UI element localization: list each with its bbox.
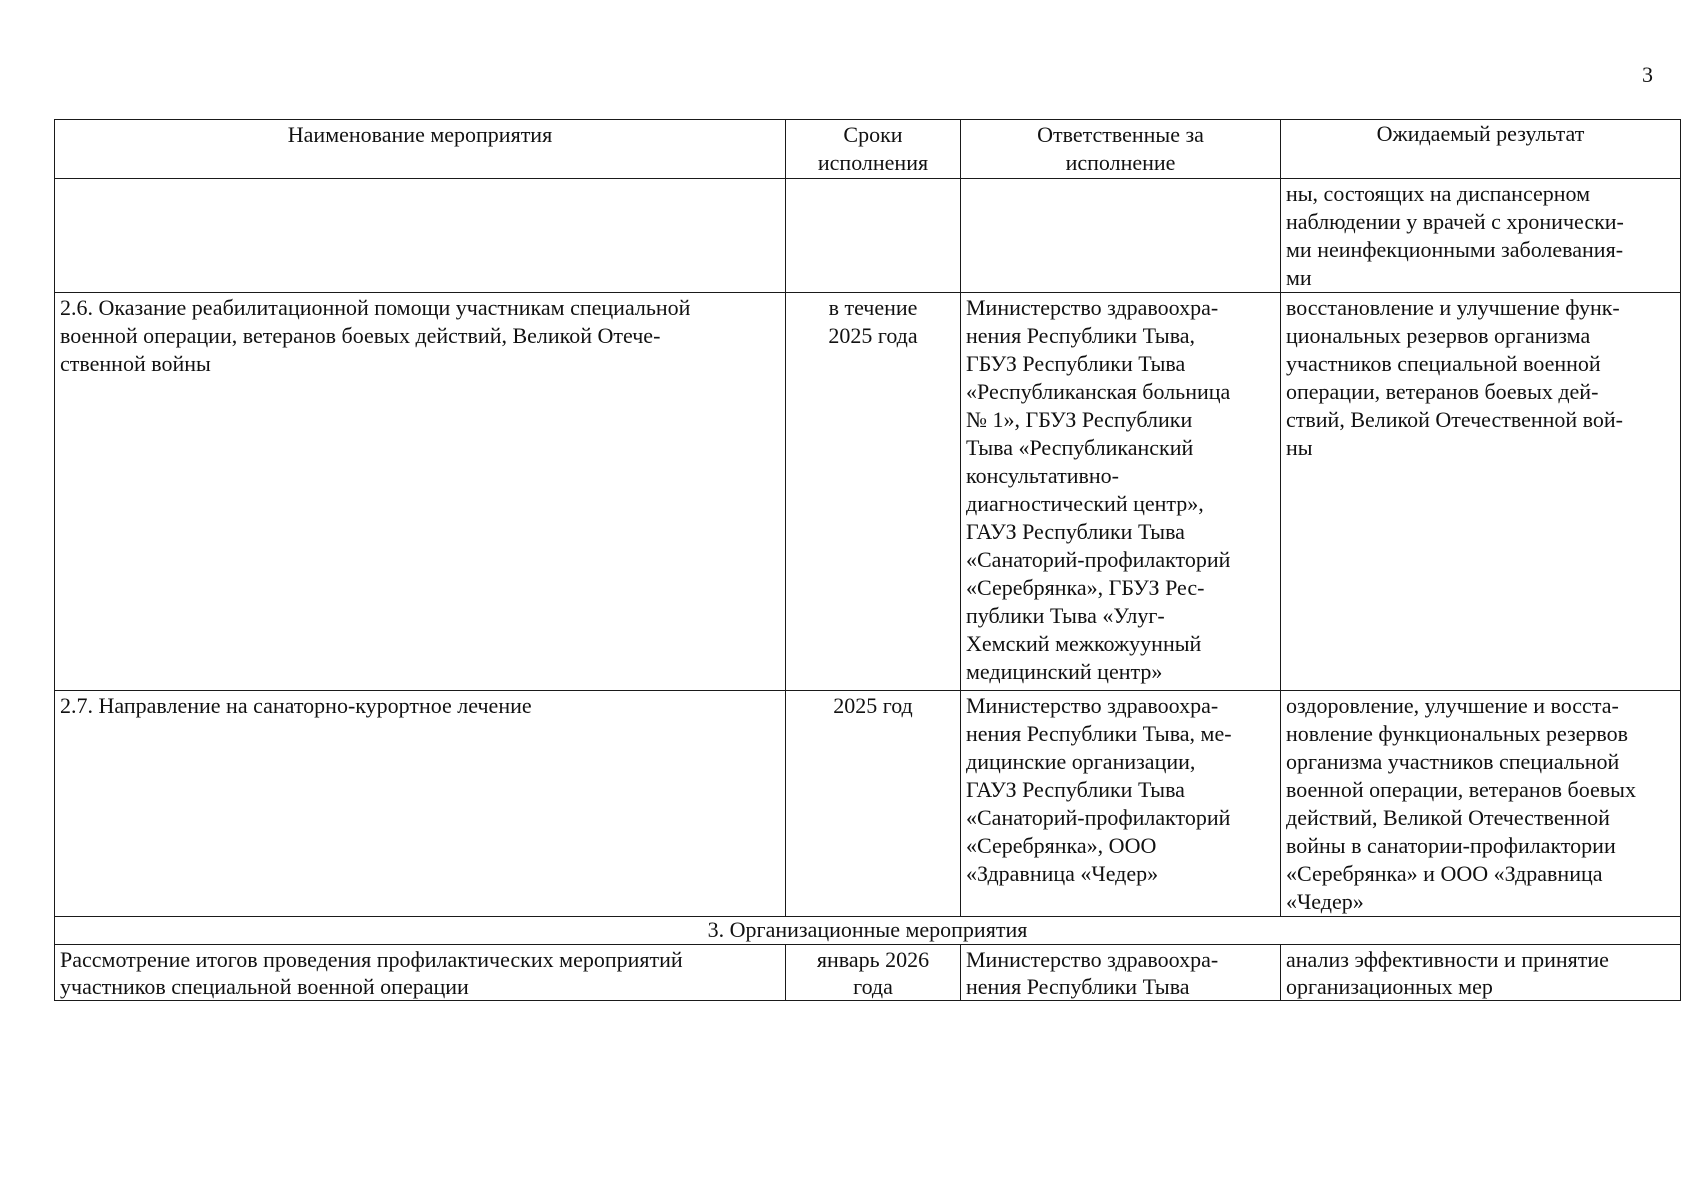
table-header-row xyxy=(55,120,1681,179)
cell-term-text: в течение 2025 года xyxy=(828,295,918,348)
header-event-name xyxy=(55,120,786,179)
cell-event-name xyxy=(55,691,786,917)
cell-term xyxy=(786,691,961,917)
cell-result-text: восстановление и улучшение функ- циональных резервов организма участников специальной военной операции, ветеранов боевых дей- ствий, Великой Отечественной вой- ны xyxy=(1286,295,1624,460)
cell-result xyxy=(1281,691,1681,917)
cell-result-text: оздоровление, улучшение и восста- новление функциональных резервов организма участников специальной военной операции, ветеранов боевых действий, Великой Отечественной войны в санатории-профилактории «Серебрянка» и ООО «Здравница «Чедер» xyxy=(1286,693,1636,914)
cell-term-text: январь 2026 года xyxy=(816,947,930,999)
cell-term xyxy=(786,293,961,691)
header-term xyxy=(786,120,961,179)
cell-result xyxy=(1281,945,1681,1001)
table-row-2-6 xyxy=(55,293,1681,691)
cell-result-text: ны, состоящих на диспансерном наблюдении у врачей с хронически- ми неинфекционными заболевания- ми xyxy=(1286,181,1624,290)
cell-event-name-text: 2.7. Направление на санаторно-курортное лечение xyxy=(60,693,532,718)
cell-responsible-text: Министерство здравоохра- нения Республики Тыва, ме- дицинские организации, ГАУЗ Республики Тыва «Санаторий-профилакторий «Серебрянка», ООО «Здравница «Чедер» xyxy=(966,693,1232,886)
header-responsible xyxy=(961,120,1281,179)
section-heading-text: 3. Организационные мероприятия xyxy=(707,917,1028,942)
cell-term xyxy=(786,179,961,293)
header-result xyxy=(1281,120,1681,179)
cell-event-name xyxy=(55,293,786,691)
cell-responsible-text: Министерство здравоохра- нения Республики Тыва xyxy=(966,947,1219,999)
header-term-label: Сроки исполнения xyxy=(817,122,929,175)
cell-event-name-text: Рассмотрение итогов проведения профилактических мероприятий участников специальной военной операции xyxy=(60,947,683,999)
header-responsible-label: Ответственные за исполнение xyxy=(1037,122,1204,175)
cell-result xyxy=(1281,293,1681,691)
cell-responsible xyxy=(961,179,1281,293)
page-number: 3 xyxy=(1642,62,1653,87)
cell-event-name-text: 2.6. Оказание реабилитационной помощи участникам специальной военной операции, ветеранов боевых действий, Великой Отече- ственной войны xyxy=(60,295,691,376)
cell-term-text: 2025 год xyxy=(833,693,913,718)
section-heading-row xyxy=(55,917,1681,945)
section-heading xyxy=(55,917,1681,945)
cell-result xyxy=(1281,179,1681,293)
header-event-name-label: Наименование мероприятия xyxy=(287,122,553,147)
cell-responsible xyxy=(961,945,1281,1001)
table-row-continuation xyxy=(55,179,1681,293)
cell-responsible-text: Министерство здравоохра- нения Республики Тыва, ГБУЗ Республики Тыва «Республиканская больница № 1», ГБУЗ Республики Тыва «Республиканский консультативно- диагностический центр», ГАУЗ Республики Тыва «Санаторий-профилакторий «Серебрянка», ГБУЗ Рес- публики Тыва «Улуг- Хемский межкожуунный медицинский центр» xyxy=(966,295,1231,684)
events-plan-table xyxy=(54,119,1681,1001)
table-row-2-7 xyxy=(55,691,1681,917)
header-result-label: Ожидаемый результат xyxy=(1376,121,1585,146)
cell-responsible xyxy=(961,293,1281,691)
cell-term xyxy=(786,945,961,1001)
table-row-section-3 xyxy=(55,945,1681,1001)
cell-event-name xyxy=(55,945,786,1001)
cell-result-text: анализ эффективности и принятие организационных мер xyxy=(1286,947,1609,999)
cell-event-name xyxy=(55,179,786,293)
cell-responsible xyxy=(961,691,1281,917)
